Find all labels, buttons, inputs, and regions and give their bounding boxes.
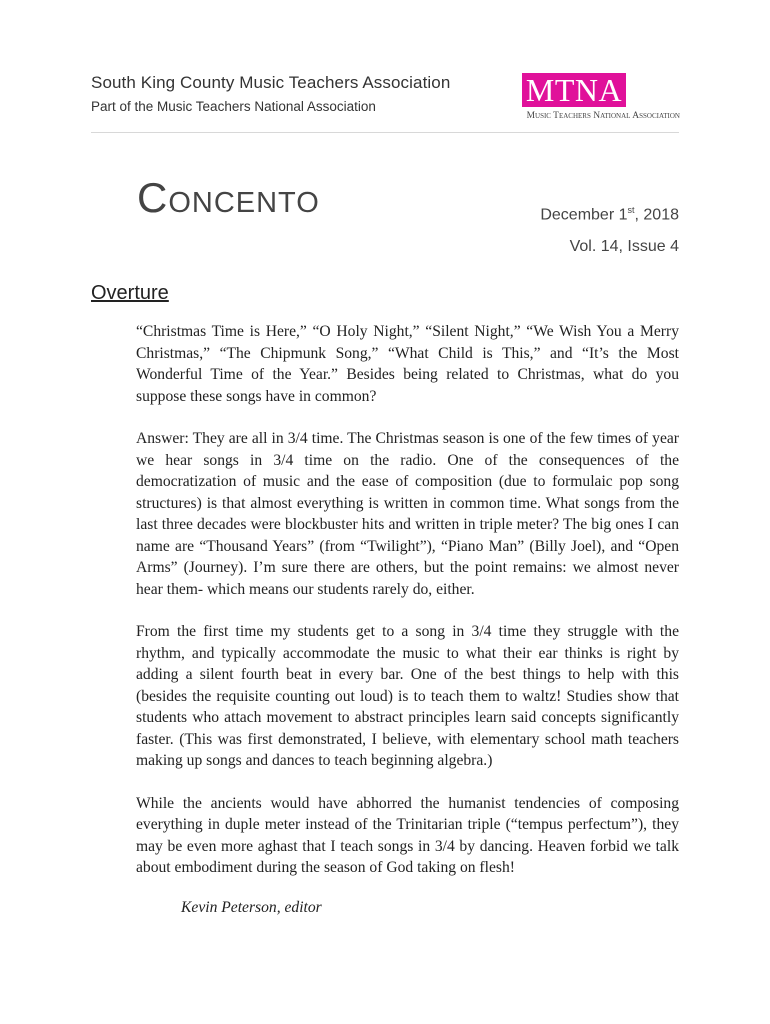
header-divider [91,132,679,133]
newsletter-title: Concento [137,174,320,221]
paragraph: From the first time my students get to a song in 3/4 time they struggle with the rhythm, and typically accommodate the music to what their ear thinks is right by adding a silent fourth beat in every bar. One of the best things to help with this (besides the requisite counting out loud) is to teach them to waltz! Studies show that students who attach movement to abstract principles learn said concepts significantly faster. (This was first demonstrated, I believe, with elementary school math teachers making up songs and dances to teach beginning algebra.) [136,623,679,769]
article-body [136,321,679,900]
issue-volume: Vol. 14, Issue 4 [569,238,679,255]
issue-date-main: December 1 [540,206,628,224]
organization-header [91,73,450,114]
section-heading: Overture [91,282,169,304]
issue-date [540,205,679,224]
logo-mark: MTNA [522,73,626,107]
issue-date-ordinal: st [627,205,635,215]
organization-subtitle: Part of the Music Teachers National Association [91,99,376,114]
logo-tagline: Music Teachers National Association [526,111,680,121]
paragraph: While the ancients would have abhorred the humanist tendencies of composing everything in duple meter instead of the Trinitarian triple (“tempus perfectum”), they may be even more aghast that I teach songs in 3/4 by dancing. Heaven forbid we talk about embodiment during the season of God taking on flesh! [136,794,679,876]
paragraph: Answer: They are all in 3/4 time. The Christmas season is one of the few times of year we hear songs in 3/4 time on the radio. One of the consequences of the democratization of music and the ease of composition (due to formulaic pop song structures) is that almost everything is written in common time. What songs from the last three decades were blockbuster hits and written in triple meter? The big ones I can name are “Thousand Years” (from “Twilight”), “Piano Man” (Billy Joel), and “Open Arms” (Journey). I’m sure there are others, but the point remains: we almost never hear them- which means our students rarely do, either. [136,430,679,598]
editor-signature: Kevin Peterson, editor [181,899,322,916]
organization-name: South King County Music Teachers Association [91,73,451,92]
paragraph: “Christmas Time is Here,” “O Holy Night,” “Silent Night,” “We Wish You a Merry Christmas,” “The Chipmunk Song,” “What Child is This,” and “It’s the Most Wonderful Time of the Year.” Besides being related to Christmas, what do you suppose these songs have in common? [136,323,679,405]
issue-date-year: , 2018 [634,206,679,224]
